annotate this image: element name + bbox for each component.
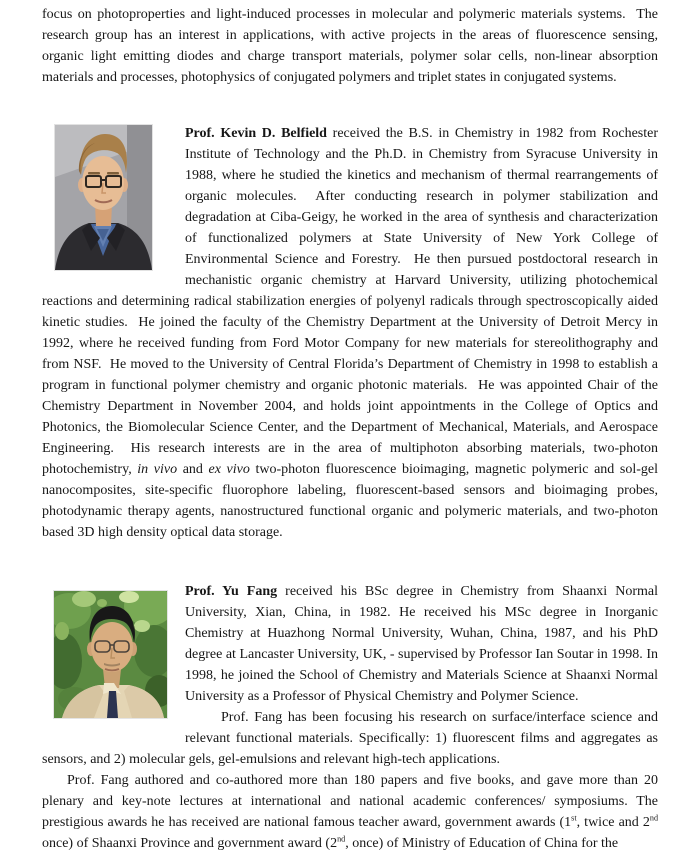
belfield-bio-paragraph xyxy=(42,123,658,543)
intro-text: focus on photoproperties and light-induced processes in molecular and polymeric materials systems. The research group has an interest in applications, with active projects in the areas of fluorescence sensing, organic light emitting diodes and charge transport materials, polymer solar cells, non-linear absorption materials and processes, photophysics of conjugated polymers and triplet states in conjugated systems. xyxy=(42,7,658,85)
belfield-bio-text-mid: and xyxy=(177,462,209,477)
fang-portrait-photo xyxy=(54,591,167,718)
fang-awards-text-3: once) of Shaanxi Province and government award (2 xyxy=(42,836,338,851)
fang-section xyxy=(42,581,658,851)
fang-awards-text-1: Prof. Fang authored and co-authored more than 180 papers and five books, and gave more than 20 plenary and key-note lectures at international and national academic conferences/ symposiums. The prestigious awards he has received are national famous teacher award, government awards (1 xyxy=(42,773,658,830)
fang-awards-text-4: , once) of Ministry of Education of China for the xyxy=(345,836,619,851)
belfield-portrait-photo xyxy=(55,125,152,270)
fang-awards-text-2: , twice and 2 xyxy=(576,815,650,830)
fang-bio-paragraph xyxy=(42,581,658,707)
fang-name: Prof. Yu Fang xyxy=(185,584,278,599)
ordinal-superscript-2nd-b: nd xyxy=(337,834,346,844)
fang-bio-text: received his BSc degree in Chemistry from Shaanxi Normal University, Xian, China, in 1982. He received his MSc degree in Inorganic Chemistry at Huazhong Normal University, Wuhan, China, 1987, and his PhD degree at Lancaster University, UK, - supervised by Professor Ian Soutar in 1998. In 1998, he joined the School of Chemistry and Materials Science at Shaanxi Normal University as a Professor of Physical Chemistry and Polymer Science. xyxy=(185,584,658,704)
belfield-italic-ex-vivo: ex vivo xyxy=(208,462,250,477)
ordinal-superscript-1st: st xyxy=(571,813,577,823)
fang-research-text: Prof. Fang has been focusing his research on surface/interface science and relevant functional materials. Specifically: 1) fluorescent films and aggregates as sensors, and 2) molecular gels, gel-emulsions and relevant high-tech applications. xyxy=(42,710,658,767)
ordinal-superscript-2nd: nd xyxy=(649,813,659,823)
belfield-italic-in-vivo: in vivo xyxy=(137,462,178,477)
belfield-name: Prof. Kevin D. Belfield xyxy=(185,126,327,141)
belfield-bio-text-1: received the B.S. in Chemistry in 1982 from Rochester Institute of Technology and the Ph.D. in Chemistry from Syracuse University in 1988, where he studied the kinetics and mechanism of thermal rearrangements of organic molecules. After conducting research in polymer stabilization and degradation at Ciba-Geigy, he worked in the area of synthesis and characterization of functionalized polymers at State University of New York College of Environmental Science and Forestry. He then pursued postdoctoral research in mechanistic organic chemistry at Harvard University, utilizing photochemical reactions and determining radical stabilization energies of polyenyl radicals through spectroscopically aided kinetic studies. He joined the faculty of the Chemistry Department at the University of Detroit Mercy in 1992, where he received funding from Ford Motor Company for new materials for stereolithography and from NSF. He moved to the University of Central Florida’s Department of Chemistry in 1998 to establish a program in functional polymer chemistry and organic photonic materials. He was appointed Chair of the Chemistry Department in November 2004, and holds joint appointments in the College of Optics and Photonics, the Biomolecular Science Center, and the Department of Mechanical, Materials, and Aerospace Engineering. His research interests are in the area of multiphoton absorbing materials, two-photon photochemistry, xyxy=(42,126,658,477)
belfield-bio-text-2: two-photon fluorescence bioimaging, magnetic polymeric and sol-gel nanocomposites, site-specific fluorophore labeling, fluorescent-based sensors and bioimaging probes, photodynamic therapy agents, nanostructured functional organic and polymeric materials, and two-photon based 3D high density optical data storage. xyxy=(42,462,659,540)
intro-paragraph xyxy=(42,4,658,88)
fang-awards-paragraph xyxy=(42,770,658,851)
